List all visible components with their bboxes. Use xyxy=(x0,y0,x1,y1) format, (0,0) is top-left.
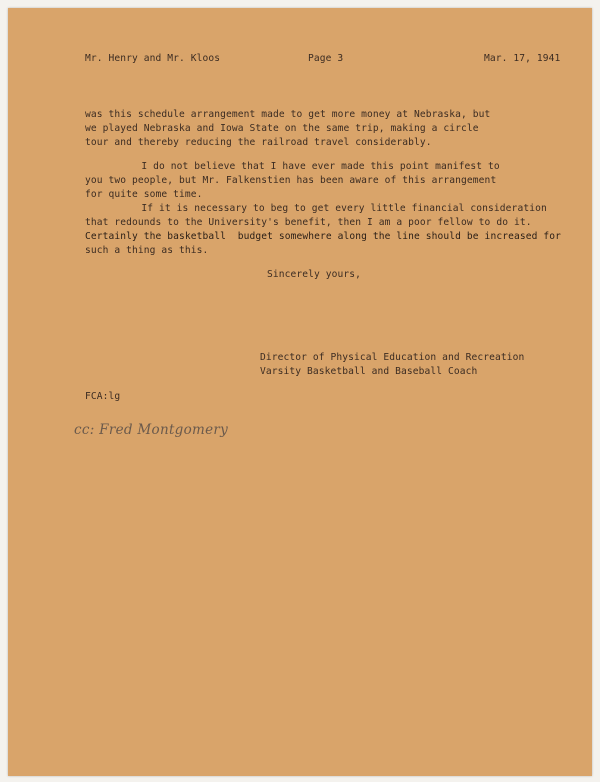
typist-initials: FCA:lg xyxy=(85,391,121,402)
paragraph-3-line-1: If it is necessary to beg to get every little financial consideration xyxy=(112,203,547,214)
paragraph-1-line-1: was this schedule arrangement made to get more money at Nebraska, but xyxy=(85,109,491,120)
paragraph-2-line-1: I do not believe that I have ever made this point manifest to xyxy=(112,161,500,172)
paragraph-1-line-2: we played Nebraska and Iowa State on the same trip, making a circle xyxy=(85,123,479,134)
header-date: Mar. 17, 1941 xyxy=(484,53,561,64)
letter-page xyxy=(8,8,592,776)
paragraph-3-line-2: that redounds to the University's benefit, then I am a poor fellow to do it. xyxy=(85,217,532,228)
paragraph-2-line-2: you two people, but Mr. Falkenstien has been aware of this arrangement xyxy=(85,175,497,186)
paragraph-3-line-4: such a thing as this. xyxy=(85,245,209,256)
signature-title-line-2: Varsity Basketball and Baseball Coach xyxy=(260,366,478,377)
signature-title-line-1: Director of Physical Education and Recreation xyxy=(260,352,525,363)
header-addressees: Mr. Henry and Mr. Kloos xyxy=(85,53,221,64)
closing: Sincerely yours, xyxy=(267,269,362,280)
handwritten-cc-note: cc: Fred Montgomery xyxy=(74,422,229,438)
paragraph-1-line-3: tour and thereby reducing the railroad travel considerably. xyxy=(85,137,432,148)
header-page-number: Page 3 xyxy=(308,53,344,64)
paragraph-3-line-3: Certainly the basketball budget somewhere along the line should be increased for xyxy=(85,231,561,242)
paragraph-2-line-3: for quite some time. xyxy=(85,189,203,200)
